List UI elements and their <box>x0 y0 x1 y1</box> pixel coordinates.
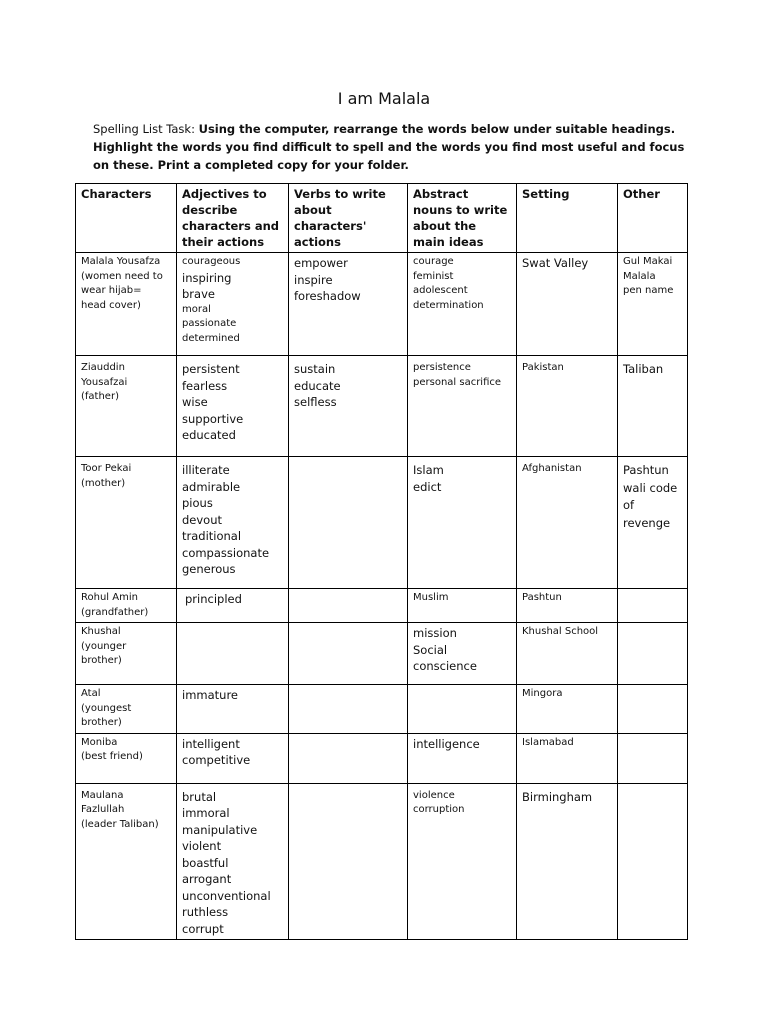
setting-cell <box>517 589 618 623</box>
character-cell <box>76 783 177 940</box>
nouns-cell <box>408 783 517 940</box>
word: wali code <box>623 480 678 495</box>
adjectives-cell <box>177 783 289 940</box>
nouns-cell <box>408 589 517 623</box>
word: Yousafzai <box>81 376 128 388</box>
word: pen name <box>623 285 674 296</box>
word: traditional <box>182 529 242 543</box>
verbs-cell <box>289 623 408 685</box>
word: unconventional <box>182 888 271 903</box>
task-label: Spelling List Task: <box>93 122 199 136</box>
table-row <box>76 783 688 940</box>
word: persistence <box>413 362 471 373</box>
word: head cover) <box>81 299 141 311</box>
word: competitive <box>182 753 251 767</box>
word: compassionate <box>182 545 270 560</box>
word: revenge <box>623 515 671 530</box>
adjectives-cell <box>177 589 289 623</box>
setting-cell <box>517 685 618 734</box>
nouns-cell <box>408 733 517 783</box>
adjectives-cell <box>177 253 289 356</box>
word: determination <box>413 299 484 311</box>
header-adjectives: Adjectives to describe characters and their actions <box>177 184 289 253</box>
word: pious <box>182 496 213 510</box>
word: selfless <box>294 395 337 409</box>
word: Khushal <box>81 626 121 637</box>
character-cell <box>76 253 177 356</box>
table-row <box>76 457 688 589</box>
spelling-table <box>75 183 688 940</box>
word: arrogant <box>182 872 232 886</box>
word: devout <box>182 512 223 527</box>
word: intelligence <box>413 736 480 751</box>
table-row <box>76 356 688 457</box>
word: Atal <box>81 688 101 699</box>
word: Mingora <box>522 688 563 699</box>
word: edict <box>413 479 442 494</box>
word: immoral <box>182 806 230 820</box>
other-cell <box>618 356 688 457</box>
word: courageous <box>182 256 241 267</box>
word: educated <box>182 428 236 442</box>
word: Pashtun <box>623 463 669 477</box>
task-instructions <box>93 120 693 174</box>
setting-cell <box>517 457 618 589</box>
word: fearless <box>182 378 228 393</box>
word: Gul Makai <box>623 256 673 267</box>
word: Islam <box>413 463 444 477</box>
word: Muslim <box>413 592 449 603</box>
adjectives-cell <box>177 457 289 589</box>
word: manipulative <box>182 822 258 837</box>
verbs-cell <box>289 783 408 940</box>
word: determined <box>182 332 240 344</box>
word: of <box>623 498 635 512</box>
character-cell <box>76 623 177 685</box>
word: Islamabad <box>522 736 574 748</box>
word: (youngest <box>81 702 132 714</box>
word: boastful <box>182 855 229 870</box>
other-cell <box>618 685 688 734</box>
word: Pashtun <box>522 592 562 603</box>
word: empower <box>294 256 348 270</box>
word: brother) <box>81 655 122 666</box>
word: intelligent <box>182 736 240 751</box>
verbs-cell <box>289 589 408 623</box>
word: corrupt <box>182 921 224 936</box>
word: (best friend) <box>81 751 143 762</box>
adjectives-cell <box>177 356 289 457</box>
character-cell <box>76 356 177 457</box>
word: immature <box>182 688 238 702</box>
other-cell <box>618 623 688 685</box>
word: violent <box>182 839 222 853</box>
word: (women need to <box>81 270 163 282</box>
word: Taliban <box>623 362 664 376</box>
word: ruthless <box>182 905 229 919</box>
word: violence <box>413 789 455 801</box>
word: corruption <box>413 804 465 815</box>
nouns-cell <box>408 623 517 685</box>
word: Afghanistan <box>522 463 582 474</box>
word: (mother) <box>81 477 126 489</box>
header-setting: Setting <box>517 184 618 253</box>
other-cell <box>618 253 688 356</box>
nouns-cell <box>408 253 517 356</box>
adjectives-cell <box>177 623 289 685</box>
word: Swat Valley <box>522 256 589 270</box>
word: Malala <box>623 270 656 282</box>
other-cell <box>618 457 688 589</box>
setting-cell <box>517 733 618 783</box>
word: Social <box>413 642 448 657</box>
other-cell <box>618 733 688 783</box>
character-cell <box>76 685 177 734</box>
table-header-row <box>76 184 688 253</box>
word: Malala Yousafza <box>81 256 161 267</box>
word: Khushal School <box>522 626 599 637</box>
word: wise <box>182 395 208 409</box>
word: (younger <box>81 640 127 652</box>
other-cell <box>618 589 688 623</box>
setting-cell <box>517 783 618 940</box>
word: admirable <box>182 479 241 494</box>
adjectives-cell <box>177 733 289 783</box>
nouns-cell <box>408 457 517 589</box>
character-cell <box>76 589 177 623</box>
header-abstract-nouns: Abstract nouns to write about the main ideas <box>408 184 517 253</box>
verbs-cell <box>289 253 408 356</box>
task-instructions-text: Using the computer, rearrange the words below under suitable headings. Highlight the words you find difficult to spell and the words you find most useful and focus on these. Print a completed copy for your folder. <box>93 122 685 172</box>
word: courage <box>413 256 454 267</box>
table-row <box>76 623 688 685</box>
word: adolescent <box>413 285 468 296</box>
setting-cell <box>517 253 618 356</box>
word: foreshadow <box>294 289 361 303</box>
word: passionate <box>182 318 237 329</box>
word: brutal <box>182 789 217 804</box>
word: educate <box>294 378 341 393</box>
word: Birmingham <box>522 789 593 804</box>
word: feminist <box>413 270 454 282</box>
header-verbs: Verbs to write about characters' actions <box>289 184 408 253</box>
nouns-cell <box>408 356 517 457</box>
word: Maulana <box>81 789 124 801</box>
header-characters: Characters <box>76 184 177 253</box>
table-row <box>76 733 688 783</box>
word: moral <box>182 303 211 315</box>
verbs-cell <box>289 733 408 783</box>
word: (leader Taliban) <box>81 818 159 830</box>
table-row <box>76 685 688 734</box>
word: wear hijab= <box>81 285 142 296</box>
setting-cell <box>517 623 618 685</box>
word: (father) <box>81 391 119 402</box>
page-title: I am Malala <box>337 89 431 108</box>
verbs-cell <box>289 685 408 734</box>
table-row <box>76 589 688 623</box>
word: (grandfather) <box>81 606 149 618</box>
word: sustain <box>294 362 336 376</box>
table-row <box>76 253 688 356</box>
word: mission <box>413 626 457 640</box>
verbs-cell <box>289 356 408 457</box>
setting-cell <box>517 356 618 457</box>
verbs-cell <box>289 457 408 589</box>
word: brother) <box>81 717 122 728</box>
adjectives-cell <box>177 685 289 734</box>
word: Toor Pekai <box>81 463 132 474</box>
word: generous <box>182 562 236 576</box>
word: supportive <box>182 411 244 426</box>
other-cell <box>618 783 688 940</box>
word: illiterate <box>182 463 230 477</box>
word: conscience <box>413 659 477 673</box>
word: Ziauddin <box>81 362 125 373</box>
word: personal sacrifice <box>413 376 502 388</box>
word: brave <box>182 287 215 301</box>
word: Rohul Amin <box>81 592 138 603</box>
word: persistent <box>182 362 240 376</box>
word: inspiring <box>182 270 232 285</box>
word: inspire <box>294 272 333 287</box>
nouns-cell <box>408 685 517 734</box>
word: Fazlullah <box>81 804 125 815</box>
character-cell <box>76 457 177 589</box>
word: Moniba <box>81 736 118 748</box>
header-other: Other <box>618 184 688 253</box>
character-cell <box>76 733 177 783</box>
word: principled <box>185 592 242 606</box>
word: Pakistan <box>522 362 564 373</box>
